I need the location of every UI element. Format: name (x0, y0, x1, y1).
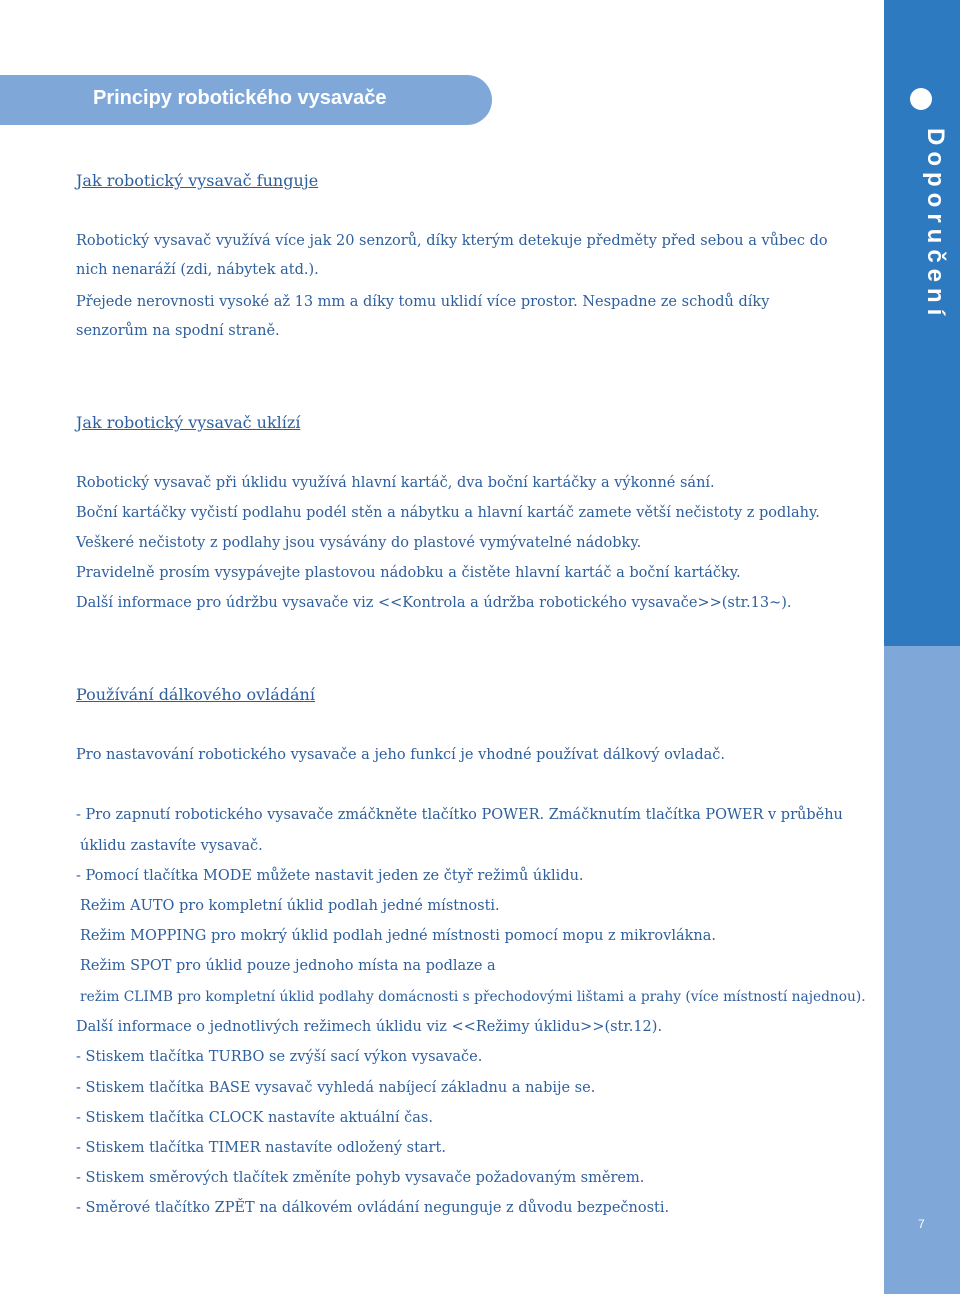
list-line: - Pomocí tlačítka MODE můžete nastavit jeden ze čtyř režimů úklidu. (76, 868, 584, 884)
section-heading: Jak robotický vysavač funguje (76, 171, 319, 190)
sidebar-lower-band (884, 646, 960, 1294)
paragraph-line: Pravidelně prosím vysypávejte plastovou nádobku a čistěte hlavní kartáč a boční kartáčky. (76, 565, 741, 581)
page-title: Principy robotického vysavače (93, 87, 387, 109)
paragraph-line: Robotický vysavač využívá více jak 20 senzorů, díky kterým detekuje předměty před sebou a vůbec do (76, 233, 828, 249)
section-heading: Jak robotický vysavač uklízí (76, 413, 301, 432)
list-line: - Pro zapnutí robotického vysavače zmáčkněte tlačítko POWER. Zmáčknutím tlačítka POWER v průběhu (76, 807, 843, 823)
list-line: Režim AUTO pro kompletní úklid podlah jedné místnosti. (80, 898, 500, 914)
paragraph-line: Robotický vysavač při úklidu využívá hlavní kartáč, dva boční kartáčky a výkonné sání. (76, 475, 715, 491)
paragraph-line: Boční kartáčky vyčistí podlahu podél stěn a nábytku a hlavní kartáč zamete větší nečistoty z podlahy. (76, 505, 820, 521)
page-number: 7 (918, 1217, 925, 1231)
paragraph-line: Přejede nerovnosti vysoké až 13 mm a díky tomu uklidí více prostor. Nespadne ze schodů díky (76, 294, 770, 310)
list-line: - Stiskem tlačítka TURBO se zvýší sací výkon vysavače. (76, 1049, 483, 1065)
list-line: Režim SPOT pro úklid pouze jednoho místa na podlaze a (80, 958, 496, 974)
intro-line: Pro nastavování robotického vysavače a jeho funkcí je vhodné používat dálkový ovladač. (76, 747, 725, 763)
list-line: - Stiskem tlačítka BASE vysavač vyhledá nabíjecí základnu a nabije se. (76, 1080, 596, 1096)
sidebar-label: Doporučení (922, 128, 949, 322)
bullet-dot-icon (910, 88, 932, 110)
paragraph-line: senzorům na spodní straně. (76, 323, 280, 339)
list-line: režim CLIMB pro kompletní úklid podlahy domácnosti s přechodovými lištami a prahy (více místností najednou). (80, 989, 866, 1005)
list-line: Další informace o jednotlivých režimech úklidu viz <<Režimy úklidu>>(str.12). (76, 1019, 663, 1035)
paragraph-line: Veškeré nečistoty z podlahy jsou vysávány do plastové vymývatelné nádobky. (76, 535, 642, 551)
list-line: - Směrové tlačítko ZPĚT na dálkovém ovládání negunguje z důvodu bezpečnosti. (76, 1200, 670, 1216)
section-heading: Používání dálkového ovládání (76, 685, 315, 704)
list-line: úklidu zastavíte vysavač. (80, 838, 263, 854)
list-line: - Stiskem směrových tlačítek změníte pohyb vysavače požadovaným směrem. (76, 1170, 645, 1186)
list-line: - Stiskem tlačítka CLOCK nastavíte aktuální čas. (76, 1110, 433, 1126)
list-line: Režim MOPPING pro mokrý úklid podlah jedné místnosti pomocí mopu z mikrovlákna. (80, 928, 716, 944)
paragraph-line: Další informace pro údržbu vysavače viz <<Kontrola a údržba robotického vysavače>>(str.13~). (76, 595, 792, 611)
paragraph-line: nich nenaráží (zdi, nábytek atd.). (76, 262, 319, 278)
list-line: - Stiskem tlačítka TIMER nastavíte odložený start. (76, 1140, 446, 1156)
